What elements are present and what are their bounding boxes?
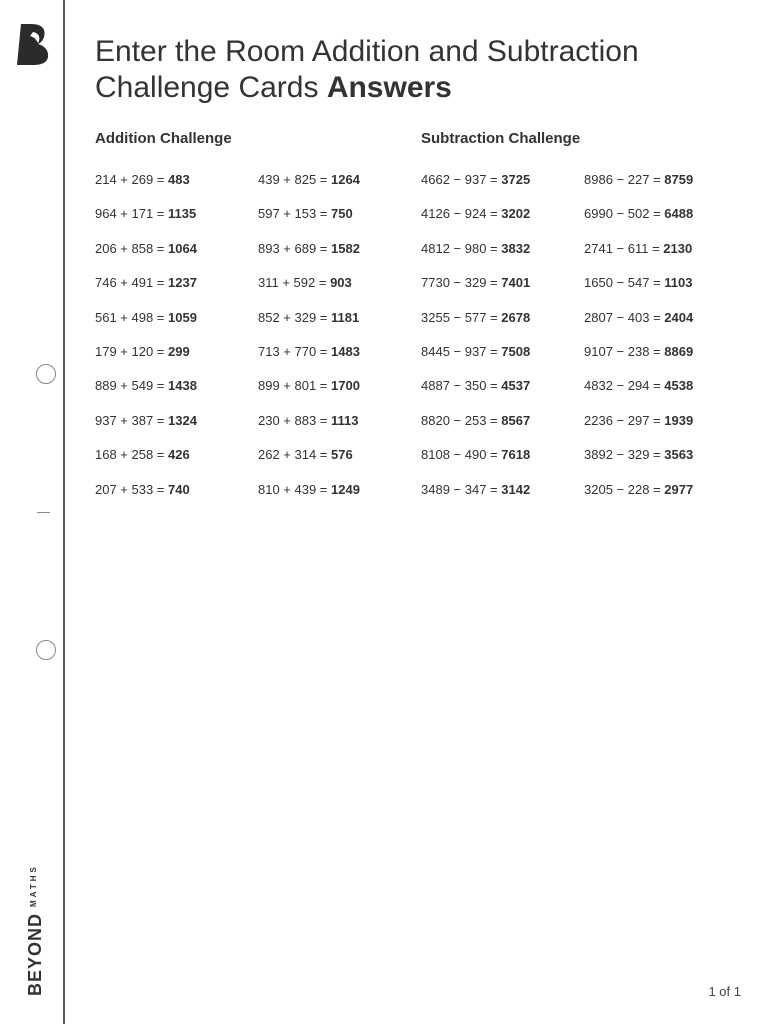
answer-value: 1135 (168, 206, 197, 222)
fold-mark (37, 512, 50, 513)
answer-row (258, 376, 420, 410)
answer-row (258, 411, 420, 445)
question-text: 2807 − 403 = (584, 309, 661, 325)
question-text: 964 + 171 = (95, 206, 165, 222)
answer-value: 1483 (331, 343, 360, 359)
answer-value: 3832 (501, 240, 531, 256)
answer-row (421, 308, 583, 342)
subtraction-column-1 (421, 170, 583, 514)
answer-value: 4537 (501, 378, 531, 394)
question-text: 4126 − 924 = (421, 206, 498, 222)
answer-value: 299 (168, 343, 190, 359)
question-text: 179 + 120 = (95, 343, 165, 359)
answer-value: 750 (331, 206, 353, 222)
answer-value: 2404 (664, 309, 694, 325)
question-text: 889 + 549 = (95, 378, 165, 394)
punch-hole-top (36, 364, 56, 384)
answer-row (258, 239, 420, 273)
answer-value: 1582 (331, 240, 360, 256)
brand-beyond: BEYOND (25, 912, 45, 996)
question-text: 4887 − 350 = (421, 378, 498, 394)
answer-row (584, 308, 746, 342)
answer-value: 903 (330, 275, 352, 291)
answer-value: 8869 (664, 343, 694, 359)
question-text: 230 + 883 = (258, 412, 328, 428)
question-text: 8820 − 253 = (421, 412, 498, 428)
answer-row (421, 376, 583, 410)
question-text: 214 + 269 = (95, 172, 165, 187)
answer-value: 3563 (664, 447, 694, 463)
question-text: 852 + 329 = (258, 309, 328, 325)
addition-column-2 (258, 170, 420, 514)
answer-value: 2977 (664, 481, 694, 497)
title-main: Enter the Room Addition and Subtraction Challenge Cards (95, 35, 639, 104)
answer-row (258, 342, 420, 376)
brand-maths: MATHS (29, 864, 38, 907)
margin-rule (63, 0, 65, 1024)
question-text: 2236 − 297 = (584, 412, 661, 428)
answer-row (421, 239, 583, 273)
answer-row (258, 204, 420, 238)
answer-row (584, 342, 746, 376)
answer-value: 1939 (664, 412, 694, 428)
answer-row (95, 204, 257, 238)
answer-row (258, 480, 420, 514)
answer-row (258, 273, 420, 307)
addition-heading: Addition Challenge (95, 130, 232, 147)
answer-value: 1438 (168, 378, 197, 394)
answer-value: 1113 (331, 412, 359, 428)
question-text: 2741 − 611 = (584, 240, 660, 256)
answer-row (95, 170, 257, 204)
answer-value: 1064 (168, 240, 197, 256)
answer-value: 4538 (664, 378, 694, 394)
answer-row (95, 480, 257, 514)
answer-value: 1249 (331, 481, 360, 497)
beyond-logo-icon (14, 22, 52, 66)
question-text: 810 + 439 = (258, 481, 328, 497)
answer-value: 1103 (664, 275, 693, 291)
answer-row (95, 411, 257, 445)
subtraction-column-2 (584, 170, 746, 514)
question-text: 561 + 498 = (95, 309, 165, 325)
answer-row (421, 445, 583, 479)
answer-row (584, 445, 746, 479)
question-text: 3205 − 228 = (584, 481, 661, 497)
answer-row (95, 239, 257, 273)
question-text: 899 + 801 = (258, 378, 328, 394)
answer-row (421, 411, 583, 445)
answer-row (95, 273, 257, 307)
answer-row (421, 273, 583, 307)
question-text: 311 + 592 = (258, 275, 327, 291)
answer-value: 2130 (663, 240, 693, 256)
answer-row (584, 204, 746, 238)
answer-value: 3202 (501, 206, 531, 222)
answer-value: 7401 (501, 275, 531, 291)
page-title (95, 34, 735, 106)
answer-value: 426 (168, 447, 190, 463)
question-text: 262 + 314 = (258, 447, 328, 463)
answer-row (421, 342, 583, 376)
answer-value: 8567 (501, 412, 531, 428)
question-text: 3255 − 577 = (421, 309, 498, 325)
answer-value: 576 (331, 447, 353, 463)
question-text: 207 + 533 = (95, 481, 165, 497)
question-text: 8986 − 227 = (584, 172, 661, 187)
question-text: 3489 − 347 = (421, 481, 498, 497)
answer-value: 1237 (168, 275, 197, 291)
answer-value: 3142 (501, 481, 531, 497)
question-text: 4832 − 294 = (584, 378, 661, 394)
answer-value: 1700 (331, 378, 360, 394)
question-text: 439 + 825 = (258, 172, 328, 187)
answer-value: 3725 (501, 172, 531, 187)
question-text: 1650 − 547 = (584, 275, 661, 291)
answer-value: 1324 (168, 412, 197, 428)
answer-value: 7508 (501, 343, 531, 359)
answer-row (258, 445, 420, 479)
question-text: 937 + 387 = (95, 412, 165, 428)
answer-row (584, 480, 746, 514)
answer-row (584, 170, 746, 204)
brand-wordmark (24, 864, 47, 996)
question-text: 9107 − 238 = (584, 343, 661, 359)
answer-value: 740 (168, 481, 190, 497)
answer-row (584, 239, 746, 273)
answer-row (584, 411, 746, 445)
question-text: 6990 − 502 = (584, 206, 661, 222)
answer-row (421, 204, 583, 238)
question-text: 893 + 689 = (258, 240, 328, 256)
answer-value: 7618 (501, 447, 531, 463)
answer-value: 483 (168, 172, 190, 187)
answer-value: 8759 (664, 172, 694, 187)
question-text: 713 + 770 = (258, 343, 328, 359)
answer-value: 1181 (331, 309, 360, 325)
answer-row (95, 376, 257, 410)
answer-row (258, 170, 420, 204)
question-text: 168 + 258 = (95, 447, 165, 463)
answer-row (258, 308, 420, 342)
subtraction-heading: Subtraction Challenge (421, 130, 581, 147)
page-number: 1 of 1 (708, 984, 741, 999)
answer-row (584, 273, 746, 307)
question-text: 8108 − 490 = (421, 447, 498, 463)
question-text: 746 + 491 = (95, 275, 165, 291)
question-text: 597 + 153 = (258, 206, 328, 222)
answer-value: 1264 (331, 172, 360, 187)
answer-row (421, 170, 583, 204)
punch-hole-bottom (36, 640, 56, 660)
question-text: 7730 − 329 = (421, 275, 498, 291)
answer-row (95, 445, 257, 479)
answer-value: 1059 (168, 309, 197, 325)
question-text: 3892 − 329 = (584, 447, 661, 463)
question-text: 8445 − 937 = (421, 343, 498, 359)
question-text: 4812 − 980 = (421, 240, 498, 256)
question-text: 206 + 858 = (95, 240, 165, 256)
answer-row (584, 376, 746, 410)
question-text: 4662 − 937 = (421, 172, 498, 187)
title-emphasis: Answers (326, 71, 452, 104)
answer-value: 2678 (501, 309, 531, 325)
addition-column-1 (95, 170, 257, 514)
answer-row (95, 308, 257, 342)
answer-row (95, 342, 257, 376)
answer-value: 6488 (664, 206, 694, 222)
answer-row (421, 480, 583, 514)
